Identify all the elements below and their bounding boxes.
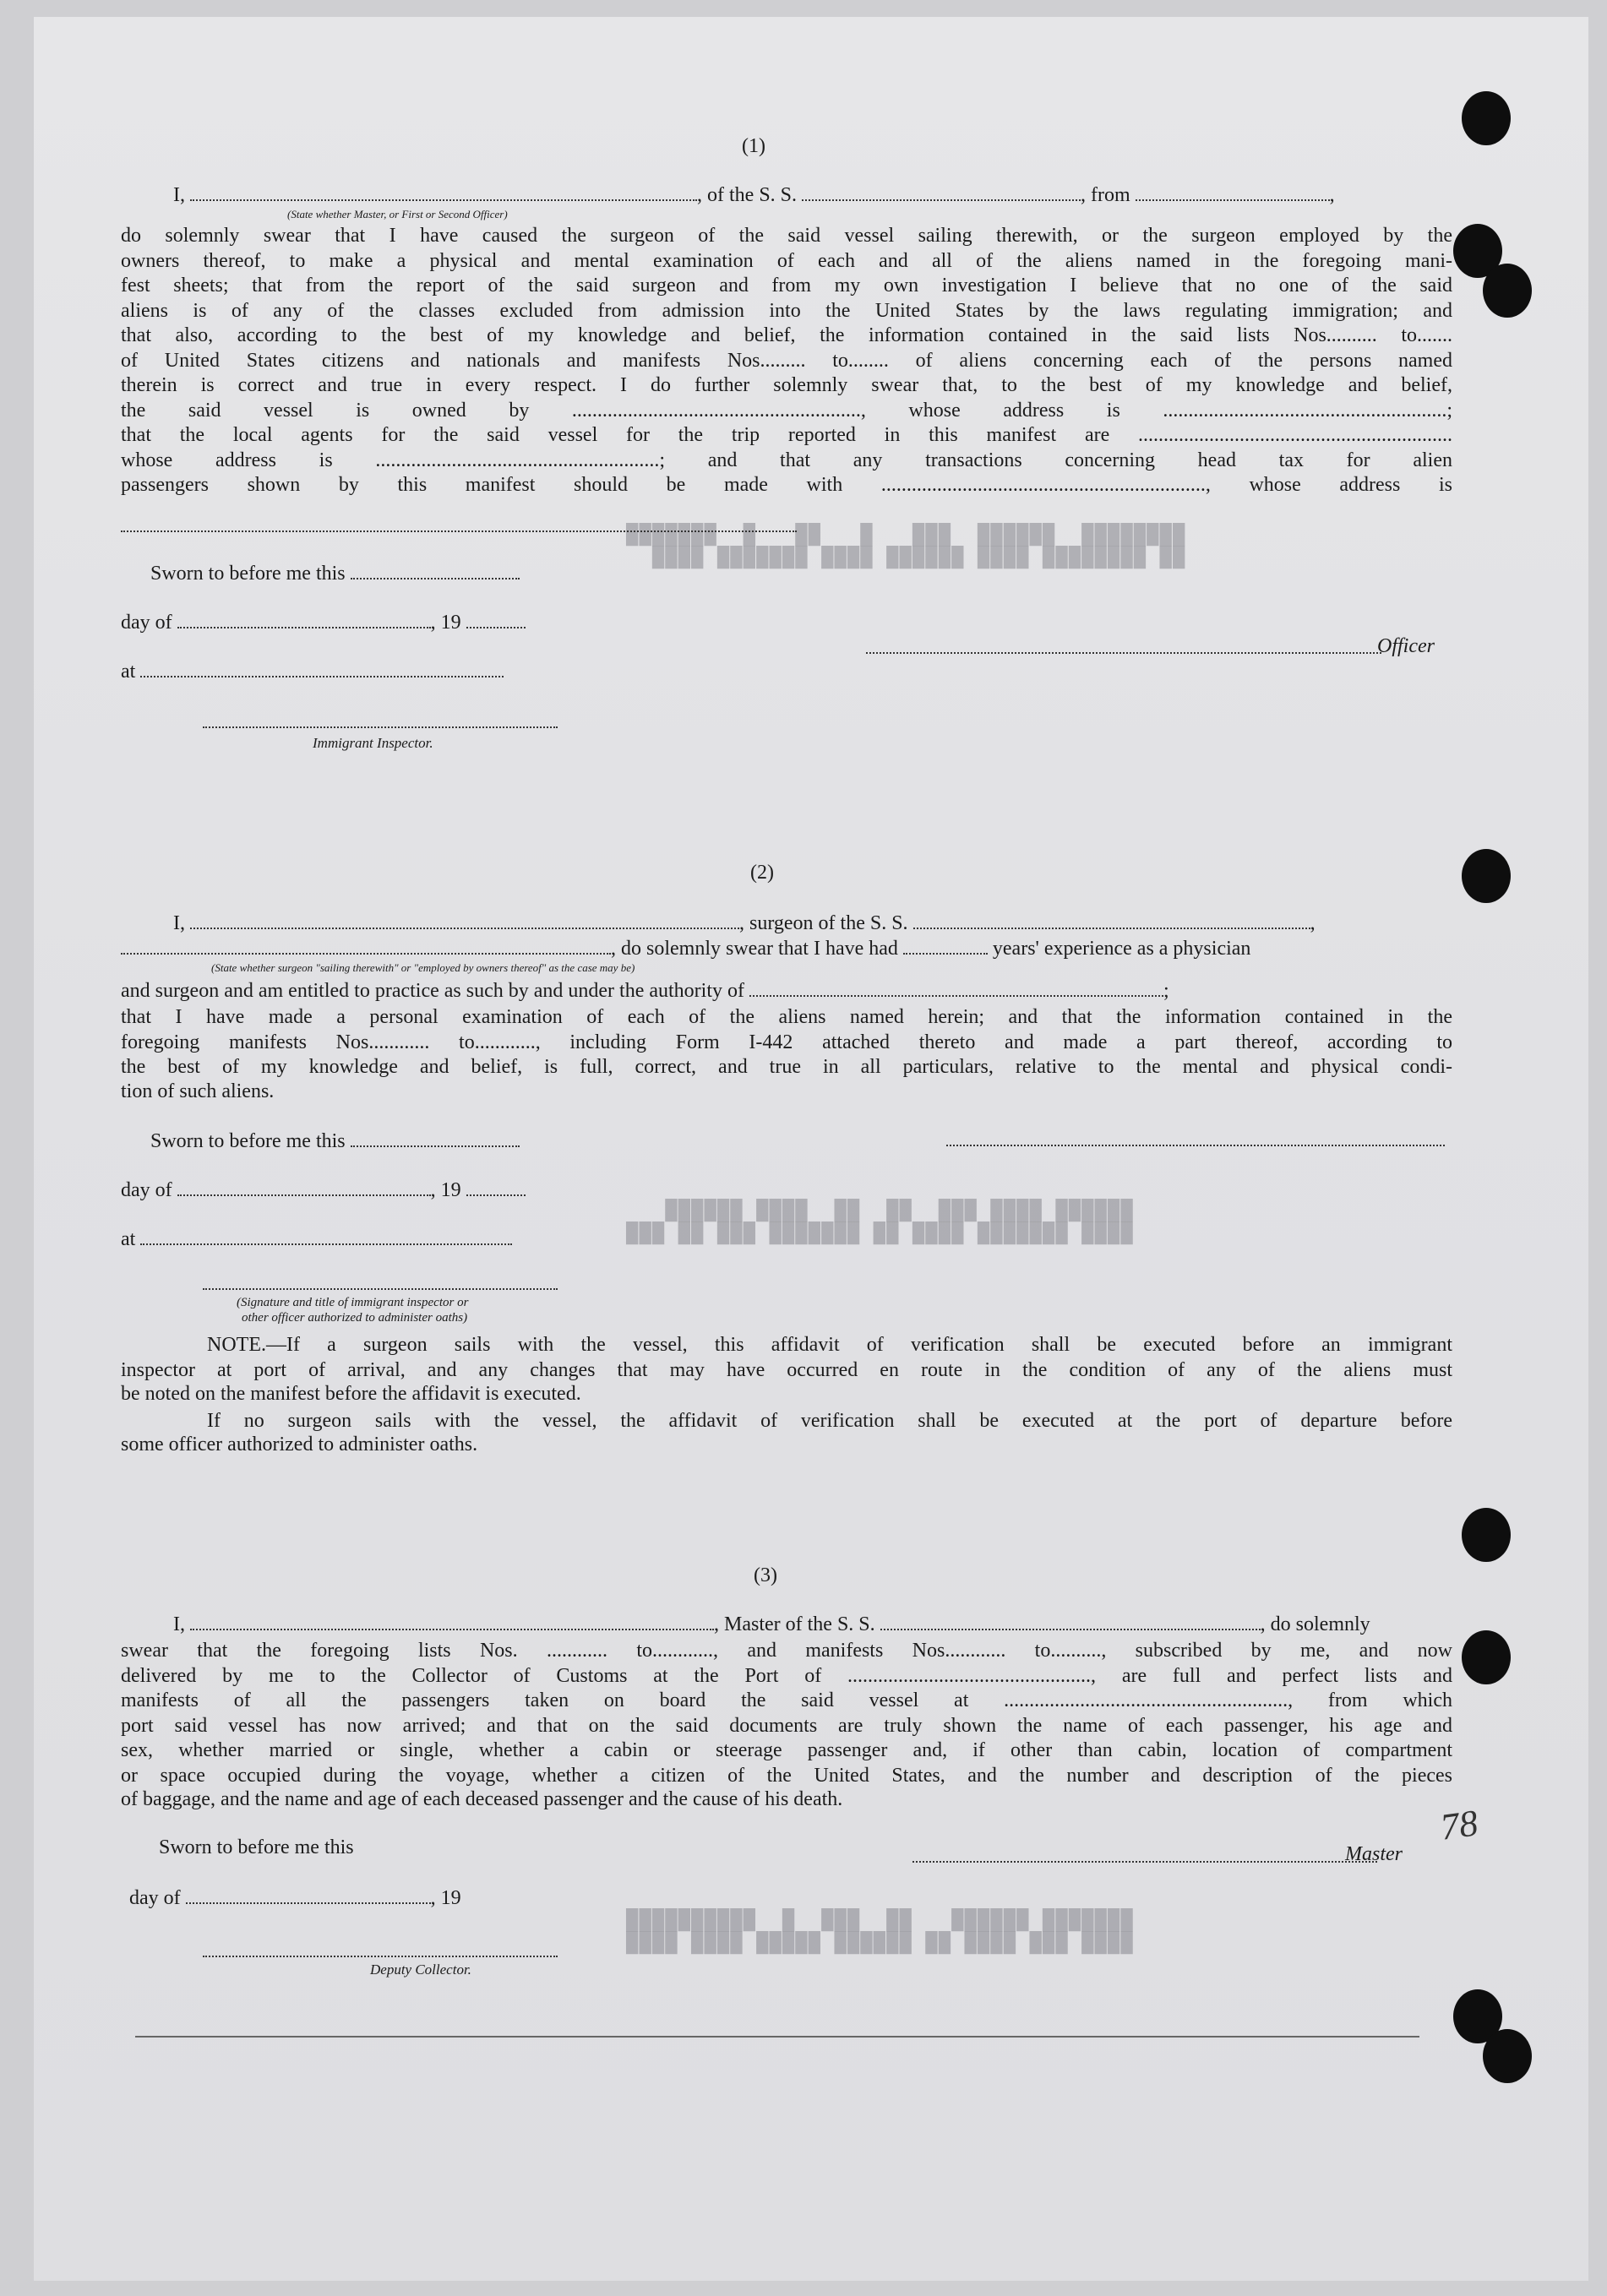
day-of-line <box>121 612 526 634</box>
swear-label: , do solemnly swear that I have had <box>611 938 898 960</box>
body-line: fest sheets; that from the report of the said surgeon and from my own investigation I believe that no one of the said <box>121 275 1452 297</box>
note-2-last-line: some officer authorized to administer oaths. <box>121 1434 478 1455</box>
signature-caption: other officer authorized to administer oaths) <box>242 1311 468 1325</box>
punch-hole <box>1462 1508 1511 1562</box>
i-label: I, <box>173 184 185 206</box>
body-line: swear that the foregoing lists Nos. ............ to............, and manifests Nos............ to.........., subscribed by me, and now <box>121 1640 1452 1662</box>
section-1-number: (1) <box>742 135 765 157</box>
master-of-label: , Master of the S. S. <box>714 1613 875 1635</box>
body-line: whose address is ........................................................; and that any transactions concerning head tax for alien <box>121 449 1452 471</box>
section-2-body <box>121 1005 1452 1080</box>
semicolon: ; <box>1163 980 1169 1002</box>
month-field[interactable] <box>177 612 431 628</box>
master-label: Master <box>1345 1843 1403 1865</box>
body-line: manifests of all the passengers taken on board the said vessel at ........................................................, from which <box>121 1689 1452 1711</box>
section-1-header-line <box>173 184 1335 207</box>
vessel-name-field[interactable] <box>913 912 1310 929</box>
surgeon-of-label: , surgeon of the S. S. <box>739 912 908 934</box>
surgeon-line <box>173 912 1316 935</box>
bottom-rule <box>135 2036 1419 2038</box>
from-port-field[interactable] <box>1136 184 1330 201</box>
sworn-label: Sworn to before me this <box>159 1836 354 1858</box>
note-2-paragraph <box>207 1409 1452 1434</box>
body-line: the said vessel is owned by ........................................................., whose address is ........................................................; <box>121 399 1452 422</box>
place-field[interactable] <box>140 1228 512 1245</box>
sworn-line <box>150 1130 520 1153</box>
body-line: of United States citizens and nationals and manifests Nos......... to........ of aliens concerning each of the persons named <box>121 349 1452 372</box>
i-label: I, <box>173 912 185 934</box>
place-field[interactable] <box>140 661 504 677</box>
year-field[interactable] <box>466 612 526 628</box>
punch-hole <box>1483 2029 1532 2083</box>
i-label: I, <box>173 1613 185 1635</box>
margin-handwritten-mark: 78 <box>1437 1802 1481 1848</box>
body-line: therein is correct and true in every respect. I do further solemnly swear that, to the best of my knowledge and belief, <box>121 374 1452 396</box>
years-field[interactable] <box>903 938 988 955</box>
punch-hole <box>1462 91 1511 145</box>
inspector-caption: Immigrant Inspector. <box>313 735 433 751</box>
sworn-label: Sworn to before me this <box>150 1130 346 1152</box>
body-line: foregoing manifests Nos............ to............, including Form I-442 attached thereto and made a part thereof, according to <box>121 1031 1452 1053</box>
note-line: inspector at port of arrival, and any changes that may have occurred en route in the condition of any of the aliens must <box>121 1358 1452 1381</box>
master-line <box>173 1613 1370 1636</box>
body-line: port said vessel has now arrived; and that on the said documents are truly shown the name of each passenger, his age and <box>121 1714 1452 1737</box>
body-line: sex, whether married or single, whether a cabin or steerage passenger and, if other than cabin, location of compartment <box>121 1739 1452 1761</box>
sworn-line <box>150 563 520 585</box>
sworn-date-field[interactable] <box>351 1130 520 1147</box>
document-page <box>34 17 1588 2281</box>
section-3-body <box>121 1639 1452 1788</box>
rank-caption: (State whether Master, or First or Second Officer) <box>287 208 508 220</box>
month-field[interactable] <box>177 1179 431 1196</box>
day-of-line <box>129 1887 461 1910</box>
surgeon-status-caption: (State whether surgeon "sailing therewith" or "employed by owners thereof" as the case may be) <box>211 961 635 974</box>
body-line: do solemnly swear that I have caused the surgeon of the said vessel sailing therewith, or the surgeon employed by the <box>121 225 1452 247</box>
sworn-date-field[interactable] <box>351 563 520 579</box>
day-of-line <box>121 1179 526 1202</box>
body-line: the best of my knowledge and belief, is full, correct, and true in all particulars, relative to the mental and physical condi- <box>121 1056 1452 1078</box>
bleed-through-ghost: ██████ ████ ███ ██ ██ ████ ██████ ████ ███████ ████ ██ ███████ ███ ██ ███ <box>625 1200 1133 1245</box>
section-2-number: (2) <box>750 862 774 884</box>
surgeon-status-field[interactable] <box>121 938 611 955</box>
from-label: , from <box>1081 184 1130 206</box>
authority-field[interactable] <box>749 980 1163 997</box>
master-name-field[interactable] <box>190 1613 714 1630</box>
do-solemnly-label: , do solemnly <box>1260 1613 1370 1635</box>
at-label: at <box>121 661 136 683</box>
body-line: passengers shown by this manifest should be made with ................................................................, whose address is <box>121 474 1452 496</box>
address-continuation-line[interactable] <box>121 530 797 532</box>
year-field[interactable] <box>466 1179 526 1196</box>
sworn-line <box>159 1836 354 1859</box>
inspector-signature-line[interactable] <box>203 726 558 728</box>
note-last-line: be noted on the manifest before the affidavit is executed. <box>121 1383 581 1405</box>
body-line: that also, according to the best of my knowledge and belief, the information contained in the said lists Nos.......... to....... <box>121 324 1452 346</box>
body-last-line: of baggage, and the name and age of each deceased passenger and the cause of his death. <box>121 1788 843 1810</box>
day-of-label: day of <box>121 1179 172 1201</box>
year-label: , 19 <box>430 612 461 634</box>
inspector-signature-line[interactable] <box>203 1288 558 1290</box>
note-paragraph <box>121 1333 1452 1383</box>
officer-label: Officer <box>1377 635 1435 657</box>
vessel-name-field[interactable] <box>880 1613 1261 1630</box>
surgeon-name-field[interactable] <box>190 912 739 929</box>
vessel-name-field[interactable] <box>802 184 1081 201</box>
punch-hole <box>1462 1630 1511 1684</box>
sworn-label: Sworn to before me this <box>150 563 346 585</box>
authority-line <box>121 980 1169 1003</box>
month-field[interactable] <box>186 1887 431 1904</box>
signature-caption: (Signature and title of immigrant inspector or <box>237 1296 469 1309</box>
punch-hole <box>1483 264 1532 318</box>
section-3-number: (3) <box>754 1564 777 1586</box>
at-line <box>121 1228 512 1251</box>
officer-rank-field[interactable] <box>190 184 697 201</box>
year-label: , 19 <box>430 1887 461 1909</box>
body-line: or space occupied during the voyage, whether a citizen of the United States, and the number and description of the pieces <box>121 1764 1452 1787</box>
collector-caption: Deputy Collector. <box>370 1961 471 1978</box>
body-line: delivered by me to the Collector of Customs at the Port of ................................................, are full and perfect lists and <box>121 1664 1452 1687</box>
comma: , <box>1329 184 1335 206</box>
section-1-body <box>121 224 1452 498</box>
at-label: at <box>121 1228 136 1250</box>
body-line: that the local agents for the said vessel for the trip reported in this manifest are .............................................................. <box>121 424 1452 446</box>
note-line: If no surgeon sails with the vessel, the affidavit of verification shall be executed at the port of departure before <box>207 1410 1452 1432</box>
punch-hole <box>1462 849 1511 903</box>
bleed-through-ghost: ████████ ██████ ███ █ ██ █ ███████ ██ ████████ ████ ██████ ████ ███████ ████ <box>625 524 1185 569</box>
year-label: , 19 <box>430 1179 461 1201</box>
authority-label: and surgeon and am entitled to practice as such by and under the authority of <box>121 980 744 1002</box>
body-line: owners thereof, to make a physical and mental examination of each and all of the aliens named in the foregoing mani- <box>121 249 1452 272</box>
day-of-label: day of <box>129 1887 181 1909</box>
experience-line <box>121 938 1250 960</box>
of-ss-label: , of the S. S. <box>697 184 798 206</box>
body-line: aliens is of any of the classes excluded from admission into the United States by the laws regulating immigration; and <box>121 299 1452 322</box>
officer-signature-line[interactable] <box>866 652 1381 654</box>
body-line: that I have made a personal examination of each of the aliens named herein; and that the information contained in the <box>121 1006 1452 1028</box>
comma: , <box>1310 912 1316 934</box>
at-line <box>121 661 504 683</box>
master-signature-line[interactable] <box>912 1861 1377 1863</box>
collector-signature-line[interactable] <box>203 1956 558 1957</box>
years-label: years' experience as a physician <box>992 938 1251 960</box>
surgeon-signature-line[interactable] <box>946 1145 1445 1146</box>
note-line: NOTE.—If a surgeon sails with the vessel, this affidavit of verification shall be executed before an immigrant <box>207 1334 1452 1356</box>
day-of-label: day of <box>121 612 172 634</box>
body-last-line: tion of such aliens. <box>121 1080 275 1102</box>
bleed-through-ghost: ███████ ██████ ██ ███ █ ██████████ ████ ███ ████ ██ ██████ █████ ████ ████ <box>625 1909 1133 1955</box>
